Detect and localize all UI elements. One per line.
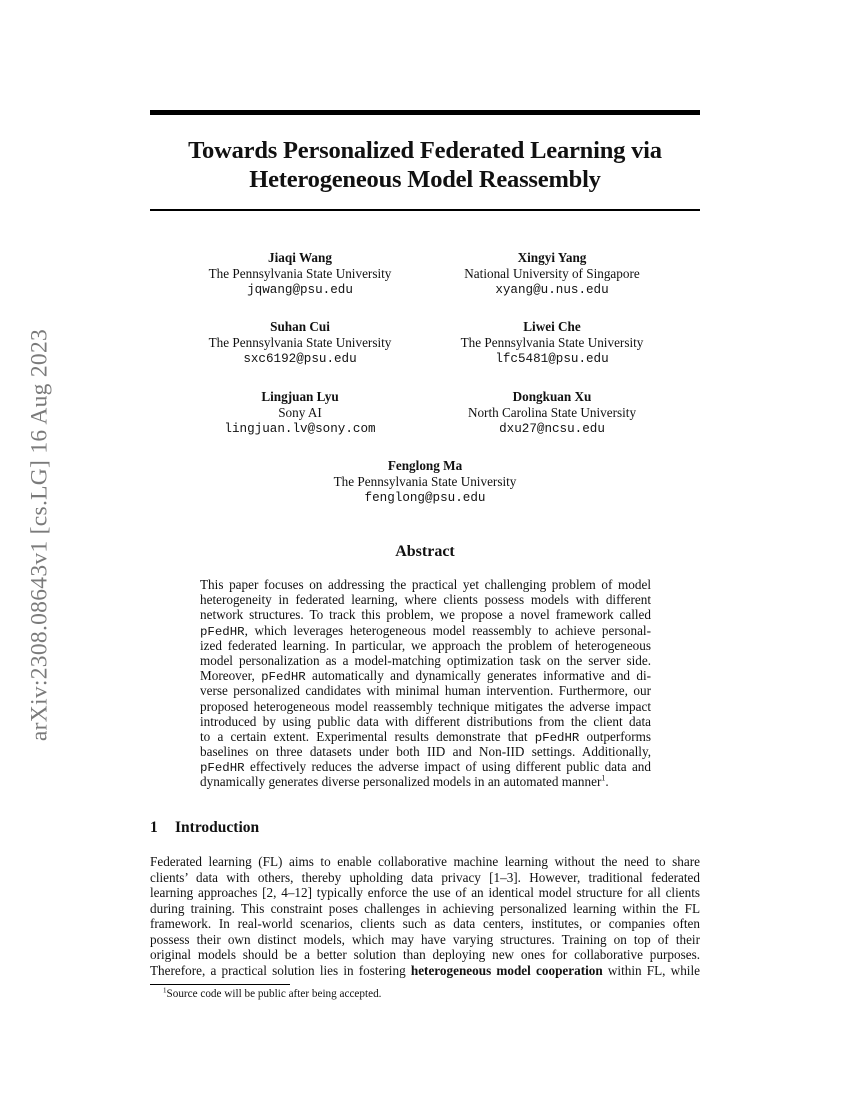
footnote-number: 1 xyxy=(163,986,167,995)
intro-line xyxy=(150,963,700,979)
abstract-line: network structures. To track this problem, we propose a novel framework called xyxy=(200,607,651,623)
abstract-text: . xyxy=(605,774,609,790)
abstract-line: model personalization as a model-matching optimization task on the server side. xyxy=(200,652,651,668)
footnote xyxy=(163,988,381,1000)
section-number: 1 xyxy=(150,819,158,836)
intro-line: during training. This constraint poses challenges in achieving personalized learning within the FL xyxy=(150,900,700,916)
author-affiliation: The Pennsylvania State University xyxy=(208,335,392,351)
code-pfedhr: pFedHR xyxy=(200,624,245,639)
abstract-text: automatically and dynamically generates informative and di- xyxy=(305,668,651,684)
author-email[interactable]: jqwang@psu.edu xyxy=(247,283,353,298)
author-affiliation: Sony AI xyxy=(278,405,322,421)
title-line-2: Heterogeneous Model Reassembly xyxy=(249,166,601,193)
intro-line: original models should be a better solution than deploying new ones for collaborative purposes. xyxy=(150,947,700,962)
author-email[interactable]: fenglong@psu.edu xyxy=(364,491,486,506)
intro-text: within FL, while xyxy=(602,962,700,978)
author-email[interactable]: dxu27@ncsu.edu xyxy=(499,422,605,437)
section-title: Introduction xyxy=(175,819,260,836)
title-rule-top xyxy=(150,110,700,115)
abstract-line: verse personalized candidates with minimal human intervention. Furthermore, our xyxy=(200,683,651,699)
intro-line: possess their own distinct models, which may have varying structures. Training on top of their xyxy=(150,931,700,947)
abstract-heading: Abstract xyxy=(395,543,455,560)
author-affiliation: The Pennsylvania State University xyxy=(208,266,392,282)
author-name: Dongkuan Xu xyxy=(512,389,592,404)
author-block xyxy=(402,389,702,438)
code-pfedhr: pFedHR xyxy=(534,730,580,745)
abstract-text: outperforms xyxy=(579,728,651,744)
abstract-line xyxy=(200,759,651,774)
abstract-text: dynamically generates diverse personalized models in an automated manner xyxy=(200,774,602,790)
abstract-line: baselines on three datasets under both IID and Non-IID settings. Additionally, xyxy=(200,744,651,760)
author-name: Xingyi Yang xyxy=(517,250,587,265)
abstract-text: to a certain extent. Experimental results demonstrate that xyxy=(200,728,535,744)
abstract-line xyxy=(200,729,651,744)
abstract-text: Moreover, xyxy=(200,668,262,684)
abstract-line xyxy=(200,623,651,638)
intro-line: framework. In real-world scenarios, clients such as data centers, institutes, or companies often xyxy=(150,916,700,931)
title-line-1: Towards Personalized Federated Learning via xyxy=(188,137,662,164)
author-email[interactable]: xyang@u.nus.edu xyxy=(495,283,609,298)
author-affiliation: National University of Singapore xyxy=(464,266,640,282)
author-block xyxy=(275,458,575,507)
footnote-mark[interactable]: 1 xyxy=(601,774,606,784)
author-name: Liwei Che xyxy=(523,319,581,334)
code-pfedhr: pFedHR xyxy=(261,670,306,685)
intro-line: Federated learning (FL) aims to enable collaborative machine learning without the need to share xyxy=(150,854,700,869)
author-block xyxy=(402,319,702,368)
author-name: Jiaqi Wang xyxy=(268,250,332,265)
abstract-line: introduced by using public data with different distributions from the client data xyxy=(200,713,651,729)
title-rule-bottom xyxy=(150,209,700,211)
intro-emphasis: heterogeneous model cooperation xyxy=(410,962,603,978)
author-block xyxy=(402,250,702,299)
paper-title xyxy=(150,136,700,194)
abstract-text: effectively reduces the adverse impact of using different public data and xyxy=(244,759,651,775)
author-email[interactable]: lfc5481@psu.edu xyxy=(495,352,609,367)
abstract-line: ized federated learning. In particular, we approach the problem of heterogeneous xyxy=(200,637,651,653)
author-affiliation: The Pennsylvania State University xyxy=(460,335,644,351)
author-affiliation: North Carolina State University xyxy=(467,405,637,421)
section-heading xyxy=(150,819,259,837)
footnote-text: Source code will be public after being accepted. xyxy=(166,988,382,1000)
footnote-rule xyxy=(150,984,290,985)
intro-line: clients’ data with others, thereby upholding data privacy [1–3]. However, traditional federated xyxy=(150,869,700,885)
abstract-line xyxy=(200,668,651,683)
author-email[interactable]: lingjuan.lv@sony.com xyxy=(224,422,376,437)
author-affiliation: The Pennsylvania State University xyxy=(333,474,517,490)
arxiv-identifier: arXiv:2308.08643v1 [cs.LG] 16 Aug 2023 xyxy=(26,328,53,742)
intro-text: Therefore, a practical solution lies in fostering xyxy=(150,962,411,978)
abstract-body xyxy=(200,577,651,790)
code-pfedhr: pFedHR xyxy=(200,761,245,776)
abstract-text: , which leverages heterogeneous model reassembly to achieve personal- xyxy=(244,622,651,638)
author-email[interactable]: sxc6192@psu.edu xyxy=(243,352,357,367)
abstract-line xyxy=(200,774,651,789)
author-name: Fenglong Ma xyxy=(387,458,463,473)
intro-paragraph xyxy=(150,854,700,978)
author-name: Suhan Cui xyxy=(270,319,330,334)
abstract-line: heterogeneity in federated learning, where clients possess models with different xyxy=(200,592,651,608)
abstract-line: This paper focuses on addressing the practical yet challenging problem of model xyxy=(200,577,651,592)
intro-line: learning approaches [2, 4–12] typically enforce the use of an identical model structure for all clients xyxy=(150,885,700,900)
abstract-line: proposed heterogeneous model reassembly technique mitigates the adverse impact xyxy=(200,698,651,714)
author-name: Lingjuan Lyu xyxy=(261,389,339,404)
